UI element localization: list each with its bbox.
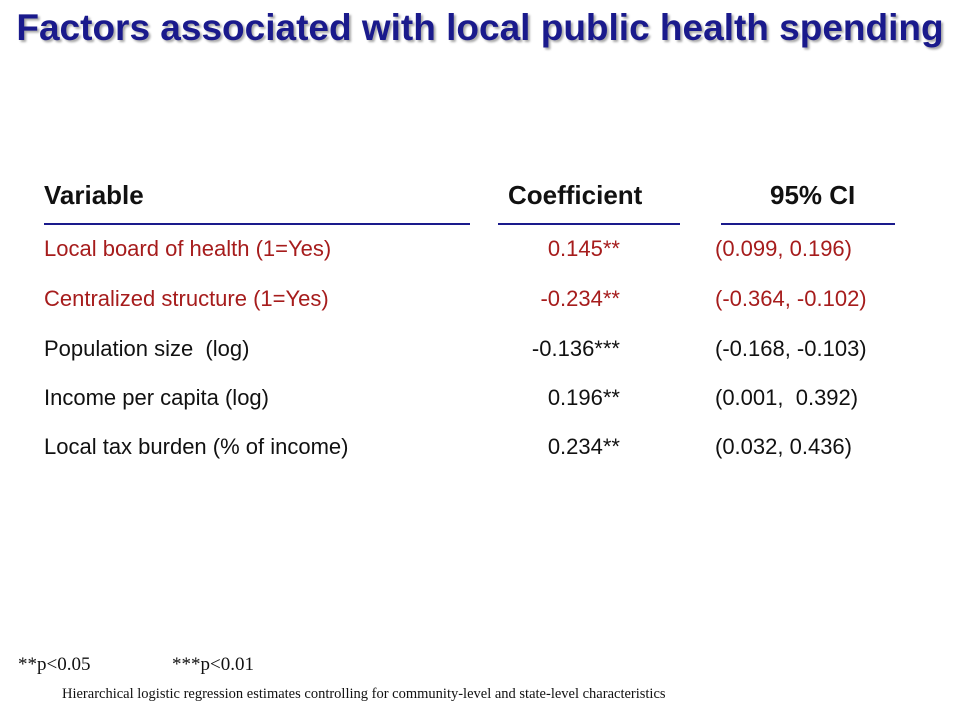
row-variable: Local tax burden (% of income) [44, 434, 349, 459]
row-variable: Income per capita (log) [44, 385, 269, 410]
row-variable: Local board of health (1=Yes) [44, 236, 332, 261]
row-ci: (0.032, 0.436) [715, 434, 852, 459]
row-coefficient: -0.136*** [531, 336, 620, 361]
row-coefficient: -0.234** [540, 286, 620, 311]
row-variable: Centralized structure (1=Yes) [44, 286, 329, 311]
table-row [0, 434, 960, 468]
table-row [0, 236, 960, 270]
table-row [0, 385, 960, 419]
row-variable: Population size (log) [44, 336, 250, 361]
significance-p05: **p<0.05 [18, 654, 91, 675]
header-underline-coefficient [498, 223, 680, 225]
row-coefficient: 0.145** [547, 236, 620, 261]
row-coefficient: 0.196** [547, 385, 620, 410]
header-underline-ci [721, 223, 895, 225]
row-ci: (0.099, 0.196) [715, 236, 852, 261]
header-coefficient: Coefficient [508, 180, 643, 210]
table-row [0, 286, 960, 320]
row-ci: (-0.168, -0.103) [715, 336, 867, 361]
row-coefficient: 0.234** [547, 434, 620, 459]
header-underline-variable [44, 223, 470, 225]
header-ci: 95% CI [770, 180, 856, 210]
significance-p01: ***p<0.01 [172, 654, 254, 675]
header-variable: Variable [44, 180, 144, 210]
row-ci: (-0.364, -0.102) [715, 286, 867, 311]
row-ci: (0.001, 0.392) [715, 385, 859, 410]
footnote: Hierarchical logistic regression estimates controlling for community-level and state-level characteristics [62, 686, 666, 702]
slide-title: Factors associated with local public health spending [16, 7, 944, 48]
table-row [0, 336, 960, 370]
